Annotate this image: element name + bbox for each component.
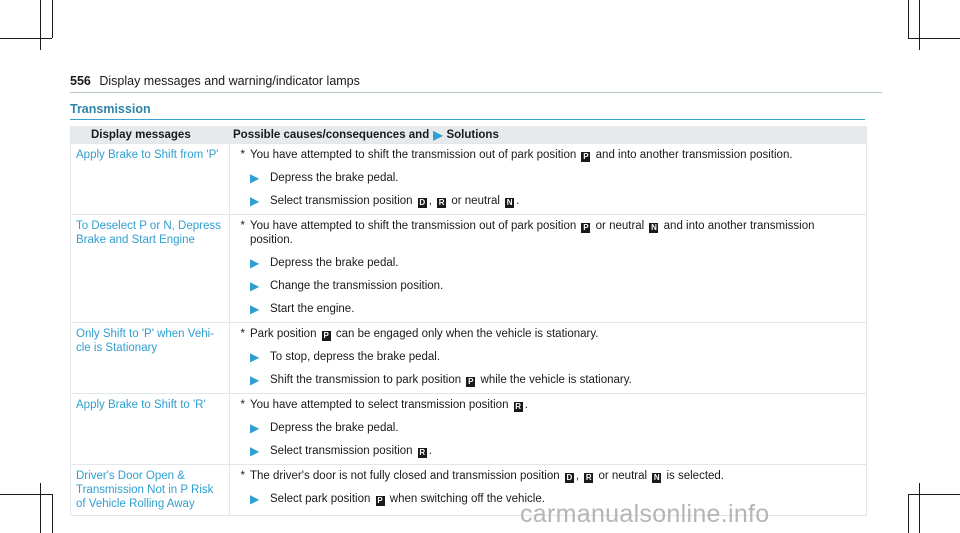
arrow-right-icon: ▶ — [250, 373, 260, 387]
page-header-title: Display messages and warning/indicator lamps — [99, 74, 360, 88]
cause-text — [230, 469, 856, 483]
step-body — [270, 492, 545, 506]
crop-mark — [0, 38, 52, 39]
table-row — [71, 143, 866, 214]
gear-key-p-icon: P — [583, 152, 589, 161]
table-header — [71, 126, 866, 143]
step-body — [270, 373, 632, 387]
arrow-right-icon: ▶ — [250, 444, 260, 458]
crop-mark — [919, 483, 920, 533]
solution-step — [230, 256, 856, 270]
crop-mark — [40, 0, 41, 50]
solution-cell — [230, 215, 866, 322]
asterisk-icon: * — [240, 470, 245, 482]
gear-key-r-icon: R — [515, 402, 522, 411]
crop-mark — [52, 494, 53, 533]
solution-step — [230, 444, 856, 458]
solution-step — [230, 373, 856, 387]
arrow-right-icon: ▶ — [250, 350, 260, 364]
text-fragment: You have attempted to shift the transmission out of park position — [250, 220, 577, 232]
gear-key-d-icon: D — [419, 198, 426, 207]
gear-key-r-icon: R — [585, 473, 592, 482]
text-fragment: when switching off the vehicle. — [389, 493, 545, 505]
table-row — [71, 393, 866, 464]
display-message: Apply Brake to Shift to 'R' — [71, 394, 230, 464]
text-fragment: and into another transmission position. — [595, 149, 793, 161]
cause-body — [250, 148, 793, 162]
watermark-text: carmanualsonline.info — [520, 500, 770, 528]
step-body — [270, 256, 399, 270]
asterisk-icon: * — [240, 328, 245, 340]
text-fragment: Start the engine. — [270, 303, 355, 315]
crop-mark — [908, 494, 960, 495]
text-fragment: Park position — [250, 328, 317, 340]
step-body — [270, 421, 399, 435]
text-fragment: or neutral — [451, 195, 500, 207]
display-message: Driver's Door Open & Transmission Not in P Risk of Vehicle Rolling Away — [71, 465, 230, 515]
text-fragment: while the vehicle is stationary. — [480, 374, 632, 386]
gear-key-p-icon: P — [468, 377, 474, 386]
solution-step — [230, 302, 856, 316]
cause-text — [230, 398, 856, 412]
header-rule — [70, 92, 882, 93]
crop-mark — [919, 0, 920, 50]
cause-text — [230, 148, 856, 162]
cause-text — [230, 327, 856, 341]
text-fragment: Depress the brake pedal. — [270, 172, 399, 184]
crop-mark — [908, 494, 909, 533]
arrow-right-icon: ▶ — [250, 256, 260, 270]
cause-body — [250, 327, 598, 341]
cause-body — [250, 398, 528, 412]
arrow-right-icon: ▶ — [250, 171, 260, 185]
text-fragment: You have attempted to select transmission position — [250, 399, 509, 411]
gear-key-p-icon: P — [323, 331, 329, 340]
step-body — [270, 350, 440, 364]
section-title: Transmission — [70, 102, 151, 116]
column-header-solutions-prefix: Possible causes/consequences and — [233, 128, 430, 141]
text-fragment: . — [428, 445, 432, 457]
text-fragment: Select park position — [270, 493, 371, 505]
text-fragment: Depress the brake pedal. — [270, 257, 399, 269]
text-fragment: . — [524, 399, 528, 411]
text-fragment: . — [516, 195, 520, 207]
step-body — [270, 171, 399, 185]
display-message: Only Shift to 'P' when Vehi- cle is Stationary — [71, 323, 230, 393]
gear-key-n-icon: N — [653, 473, 660, 482]
cause-body — [250, 469, 724, 483]
text-fragment: , — [575, 470, 580, 482]
messages-table — [70, 126, 867, 516]
solution-step — [230, 194, 856, 208]
text-fragment: The driver's door is not fully closed and transmission position — [250, 470, 560, 482]
gear-key-d-icon: D — [566, 473, 573, 482]
gear-key-p-icon: P — [583, 223, 589, 232]
gear-key-n-icon: N — [651, 223, 657, 232]
text-fragment: or neutral — [598, 470, 648, 482]
gear-key-p-icon: P — [377, 496, 383, 505]
table-row — [71, 322, 866, 393]
step-body — [270, 302, 354, 316]
text-fragment: , — [428, 195, 432, 207]
text-fragment: Depress the brake pedal. — [270, 422, 399, 434]
table-body — [71, 143, 866, 515]
text-fragment: can be engaged only when the vehicle is stationary. — [335, 328, 599, 340]
crop-mark — [908, 38, 960, 39]
arrow-right-icon: ▶ — [250, 421, 260, 435]
text-fragment: Select transmission position — [270, 445, 413, 457]
arrow-right-icon: ▶ — [433, 127, 443, 142]
solution-cell — [230, 144, 866, 214]
text-fragment: Select transmission position — [270, 195, 413, 207]
display-message: To Deselect P or N, Depress Brake and Start Engine — [71, 215, 230, 322]
text-fragment: To stop, depress the brake pedal. — [270, 351, 441, 363]
arrow-right-icon: ▶ — [250, 302, 260, 316]
text-fragment: and into another transmission position. — [250, 220, 815, 246]
column-header-solutions — [230, 128, 866, 142]
text-fragment: Change the transmission position. — [270, 280, 444, 292]
arrow-right-icon: ▶ — [250, 194, 260, 208]
arrow-right-icon: ▶ — [250, 492, 260, 506]
cause-text — [230, 219, 856, 247]
cause-body — [250, 219, 856, 247]
crop-mark — [908, 0, 909, 38]
solution-step — [230, 171, 856, 185]
section-rule — [70, 119, 865, 120]
solution-step — [230, 279, 856, 293]
gear-key-r-icon: R — [419, 448, 426, 457]
page-header — [70, 74, 360, 88]
crop-mark — [40, 483, 41, 533]
solution-cell — [230, 323, 866, 393]
column-header-solutions-suffix: Solutions — [446, 128, 499, 141]
solution-cell — [230, 394, 866, 464]
asterisk-icon: * — [240, 149, 245, 161]
gear-key-n-icon: N — [506, 198, 513, 207]
text-fragment: You have attempted to shift the transmission out of park position — [250, 149, 577, 161]
display-message: Apply Brake to Shift from 'P' — [71, 144, 230, 214]
step-body — [270, 444, 432, 458]
crop-mark — [0, 494, 52, 495]
crop-mark — [52, 0, 53, 38]
text-fragment: Shift the transmission to park position — [270, 374, 462, 386]
text-fragment: is selected. — [666, 470, 724, 482]
arrow-right-icon: ▶ — [250, 279, 260, 293]
table-row — [71, 214, 866, 322]
step-body — [270, 279, 443, 293]
gear-key-r-icon: R — [438, 198, 445, 207]
column-header-messages: Display messages — [91, 128, 191, 141]
asterisk-icon: * — [240, 220, 245, 232]
solution-step — [230, 350, 856, 364]
asterisk-icon: * — [240, 399, 245, 411]
solution-step — [230, 421, 856, 435]
step-body — [270, 194, 519, 208]
page-number: 556 — [70, 74, 91, 88]
text-fragment: or neutral — [595, 220, 645, 232]
